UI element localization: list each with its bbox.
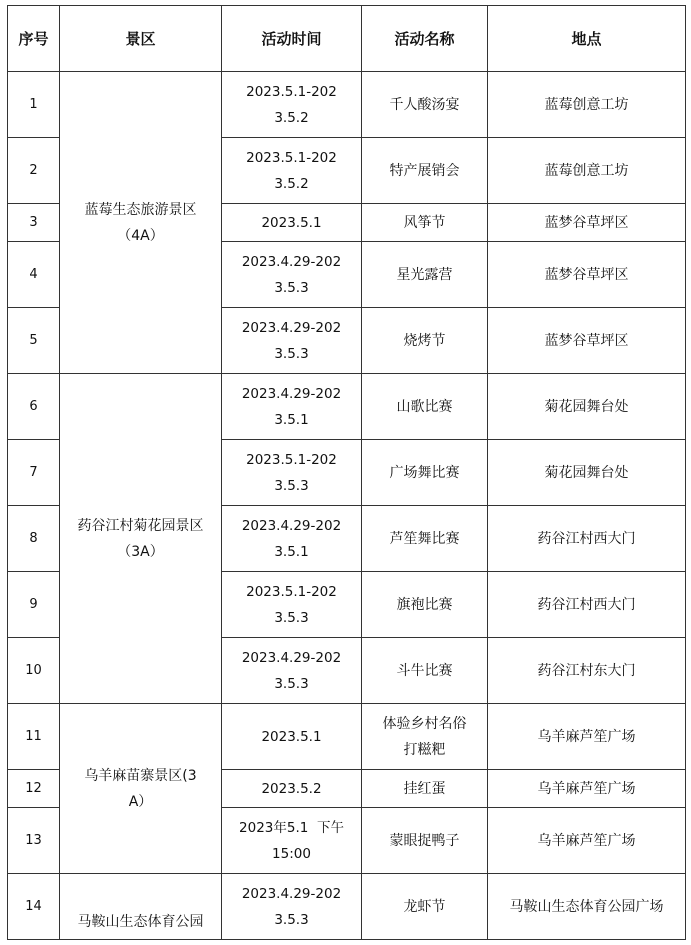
row-activity: 龙虾节 xyxy=(362,874,488,940)
row-seq: 11 xyxy=(8,704,60,770)
row-place: 蓝梦谷草坪区 xyxy=(488,242,686,308)
header-name: 活动名称 xyxy=(362,6,488,72)
row-seq: 2 xyxy=(8,138,60,204)
scenic-grade: （4A） xyxy=(117,227,164,244)
scenic-name: 药谷江村菊花园景区 xyxy=(77,517,204,534)
row-time: 2023.4.29-202 3.5.3 xyxy=(222,308,362,374)
row-activity: 蒙眼捉鸭子 xyxy=(362,808,488,874)
row-activity: 烧烤节 xyxy=(362,308,488,374)
row-time: 2023.5.1-202 3.5.3 xyxy=(222,572,362,638)
row-seq: 12 xyxy=(8,770,60,808)
scenic-name: 马鞍山生态体育公园 xyxy=(77,914,204,930)
row-seq: 10 xyxy=(8,638,60,704)
header-scenic: 景区 xyxy=(60,6,222,72)
header-row xyxy=(8,6,686,72)
row-time: 2023.4.29-202 3.5.3 xyxy=(222,242,362,308)
row-seq: 9 xyxy=(8,572,60,638)
row-time: 2023.5.2 xyxy=(222,770,362,808)
scenic-cell xyxy=(60,874,222,940)
row-time: 2023.4.29-202 3.5.3 xyxy=(222,638,362,704)
row-place: 药谷江村东大门 xyxy=(488,638,686,704)
row-place: 乌羊麻芦笙广场 xyxy=(488,770,686,808)
row-place: 菊花园舞台处 xyxy=(488,440,686,506)
header-time: 活动时间 xyxy=(222,6,362,72)
row-seq: 1 xyxy=(8,72,60,138)
row-place: 蓝莓创意工坊 xyxy=(488,72,686,138)
row-activity: 挂红蛋 xyxy=(362,770,488,808)
row-time: 2023.4.29-202 3.5.1 xyxy=(222,506,362,572)
scenic-grade: A） xyxy=(128,793,153,810)
row-activity: 星光露营 xyxy=(362,242,488,308)
header-seq: 序号 xyxy=(8,6,60,72)
row-activity: 风筝节 xyxy=(362,204,488,242)
table-row xyxy=(8,72,686,138)
scenic-name: 蓝莓生态旅游景区 xyxy=(84,201,197,218)
row-time: 2023.4.29-202 3.5.3 xyxy=(222,874,362,940)
row-time: 2023.5.1-202 3.5.3 xyxy=(222,440,362,506)
row-activity: 芦笙舞比赛 xyxy=(362,506,488,572)
table-row xyxy=(8,704,686,770)
row-seq: 13 xyxy=(8,808,60,874)
row-place: 乌羊麻芦笙广场 xyxy=(488,808,686,874)
row-time: 2023.4.29-202 3.5.1 xyxy=(222,374,362,440)
row-seq: 7 xyxy=(8,440,60,506)
row-activity: 千人酸汤宴 xyxy=(362,72,488,138)
row-seq: 5 xyxy=(8,308,60,374)
row-seq: 6 xyxy=(8,374,60,440)
row-place: 蓝梦谷草坪区 xyxy=(488,308,686,374)
row-seq: 8 xyxy=(8,506,60,572)
row-activity: 特产展销会 xyxy=(362,138,488,204)
table-row xyxy=(8,374,686,440)
row-seq: 3 xyxy=(8,204,60,242)
row-seq: 4 xyxy=(8,242,60,308)
row-place: 蓝梦谷草坪区 xyxy=(488,204,686,242)
table-row xyxy=(8,874,686,940)
row-time: 2023.5.1 xyxy=(222,704,362,770)
row-time: 2023年5.1 下午 15:00 xyxy=(222,808,362,874)
scenic-cell xyxy=(60,374,222,704)
row-place: 药谷江村西大门 xyxy=(488,506,686,572)
row-activity: 广场舞比赛 xyxy=(362,440,488,506)
scenic-name: 乌羊麻苗寨景区(3 xyxy=(84,767,197,784)
row-activity: 旗袍比赛 xyxy=(362,572,488,638)
row-place: 马鞍山生态体育公园广场 xyxy=(488,874,686,940)
scenic-cell xyxy=(60,704,222,874)
row-activity: 体验乡村名俗 打糍粑 xyxy=(362,704,488,770)
row-seq: 14 xyxy=(8,874,60,940)
row-time: 2023.5.1-202 3.5.2 xyxy=(222,138,362,204)
row-place: 蓝莓创意工坊 xyxy=(488,138,686,204)
scenic-cell xyxy=(60,72,222,374)
row-time: 2023.5.1-202 3.5.2 xyxy=(222,72,362,138)
row-time: 2023.5.1 xyxy=(222,204,362,242)
row-activity: 斗牛比赛 xyxy=(362,638,488,704)
header-place: 地点 xyxy=(488,6,686,72)
row-activity: 山歌比赛 xyxy=(362,374,488,440)
scenic-grade: （3A） xyxy=(117,543,164,560)
row-place: 菊花园舞台处 xyxy=(488,374,686,440)
row-place: 乌羊麻芦笙广场 xyxy=(488,704,686,770)
activity-table xyxy=(7,5,686,940)
row-place: 药谷江村西大门 xyxy=(488,572,686,638)
